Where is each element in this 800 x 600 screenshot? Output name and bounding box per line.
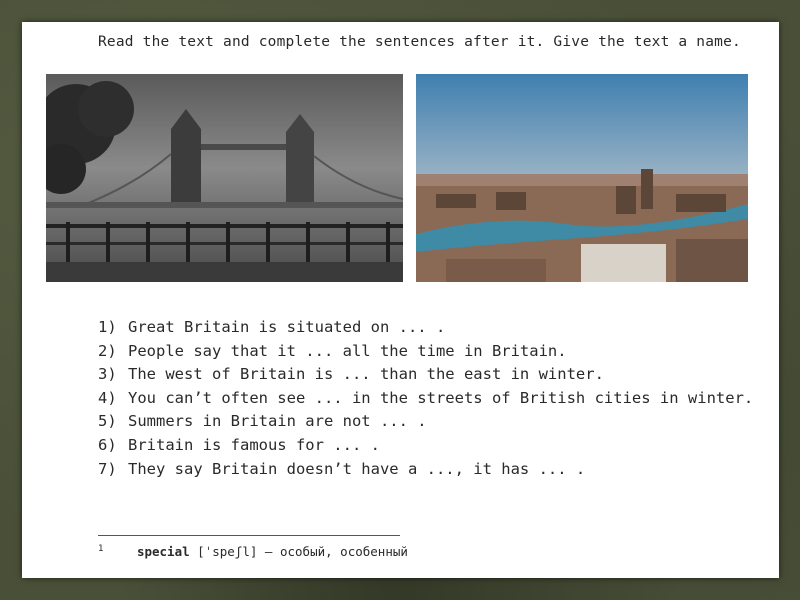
item-number: 2) [98,341,117,360]
item-text: People say that it ... all the time in Britain. [128,341,567,360]
list-item [98,363,770,385]
london-skyline-photo [416,74,748,282]
item-text: The west of Britain is ... than the east in winter. [128,365,604,384]
item-number: 1) [98,318,117,336]
footnote-translation: — особый, особенный [264,544,408,559]
list-item [98,316,770,338]
item-text: Summers in Britain are not ... . [128,412,427,431]
item-text: Great Britain is situated on ... . [128,318,446,336]
sentence-list [98,316,770,481]
footnote-transcription: [ˈspeʃl] [197,544,258,559]
item-text: Britain is famous for ... . [128,435,380,454]
list-item [98,434,770,456]
footnote-mark: 1 [98,544,104,554]
footnote-word: special [136,544,190,559]
item-number: 3) [98,365,117,384]
footnote [98,544,408,559]
item-number: 7) [98,459,117,478]
item-text: They say Britain doesn’t have a ..., it has ... . [128,459,586,478]
list-item [98,387,770,409]
instruction-heading: Read the text and complete the sentences after it. Give the text a name. [98,34,741,50]
item-text: You can’t often see ... in the streets of British cities in winter. [128,388,754,407]
item-number: 6) [98,435,117,454]
list-item [98,340,770,362]
item-number: 4) [98,388,117,407]
tower-bridge-photo [46,74,403,282]
footnote-divider [98,535,400,536]
item-number: 5) [98,412,117,431]
list-item [98,410,770,432]
textbook-page [22,22,779,578]
list-item [98,458,770,480]
